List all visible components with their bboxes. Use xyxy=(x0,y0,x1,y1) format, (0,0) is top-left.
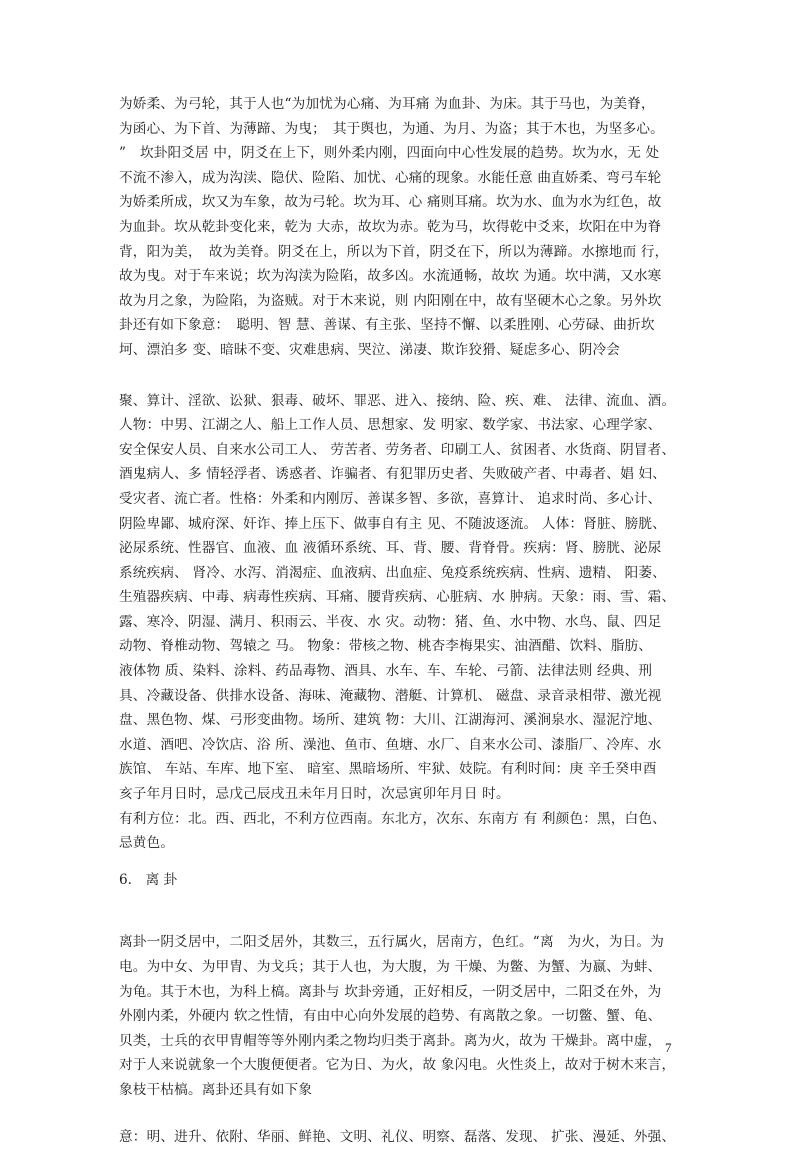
text-line: 电。为中女、为甲胄、为戈兵；其于人也，为大腹，为 干燥、为鳖、为蟹、为嬴、为蚌、 xyxy=(119,959,662,975)
text-line: 为函心、为下首、为薄蹄、为曳； 其于舆也，为通、为月、为盗；其于木也，为坚多心。 xyxy=(119,120,664,137)
page-number: 7 xyxy=(665,1040,672,1055)
text-line: 水道、酒吧、冷饮店、浴 所、澡池、鱼市、鱼塘、水厂、自来水公司、漆脂厂、冷库、水 xyxy=(119,736,662,753)
text-line: 故为曳。对于车来说；坎为沟渎为险陷，故多凶。水流通畅，故坎 为通。坎中满，又水寒 xyxy=(119,268,662,285)
text-line: 为娇柔所成，坎又为车象，故为弓轮。坎为耳、心 痛则耳痛。坎为水、血为水为红色，故 xyxy=(119,194,662,211)
text-line: 意：明、进升、依附、华丽、鲜艳、文明、礼仪、明察、磊落、发现、 扩张、漫延、外强、 xyxy=(119,1128,676,1145)
paragraph-gap xyxy=(119,363,679,389)
paragraph-gap xyxy=(119,918,679,930)
text-line: 故为月之象，为险陷，为盗贼。对于木来说，则 内阳刚在中，故有坚硬木心之象。另外坎 xyxy=(119,292,662,309)
document-body xyxy=(119,92,679,1149)
paragraph-li-description xyxy=(119,930,679,1102)
text-line: 贝类，士兵的衣甲胄帽等等外刚内柔之物均归类于离卦。离为火，故为 干燥卦。离中虚， xyxy=(119,1032,662,1049)
text-line: 外刚内柔，外硬内 软之性情，有由中心向外发展的趋势、有离散之象。一切鳖、蟹、龟、 xyxy=(119,1008,662,1025)
text-line: ” 坎卦阳爻居 中，阴爻在上下，则外柔内刚，四面向中心性发展的趋势。坎为水，无 处 xyxy=(119,145,660,162)
text-line: 离卦一阴爻居中，二阳爻居外，其数三，五行属火，居南方，色红。“离 为火，为日。为 xyxy=(119,934,665,951)
text-line: 阴险卑鄙、城府深、奸诈、捧上压下、做事自有主 见、不随波逐流。 人体：肾脏、膀胱、 xyxy=(119,515,666,532)
paragraph-li-attributes xyxy=(119,1125,679,1149)
paragraph-kan-description xyxy=(119,92,679,363)
text-line: 人物：中男、江湖之人、船上工作人员、思想家、发 明家、数学家、书法家、心理学家、 xyxy=(119,417,662,434)
text-line: 盘、黑色物、煤、弓形变曲物。场所、建筑 物：大川、江湖海河、溪涧泉水、湿泥泞地、 xyxy=(119,712,662,729)
paragraph-gap xyxy=(119,856,679,868)
text-line: 对于人来说就象一个大腹便便者。它为日、为火，故 象闪电。火性炎上，故对于树木来言， xyxy=(119,1057,676,1074)
paragraph-kan-attributes xyxy=(119,389,679,856)
text-line: 聚、算计、淫欲、讼狱、狠毒、破坏、罪恶、进入、接纳、险、疾、难、 法律、流血、酒。 xyxy=(119,392,676,409)
text-line: 为娇柔、为弓轮，其于人也“为加忧为心痛、为耳痛 为血卦、为床。其于马也，为美脊， xyxy=(119,96,655,112)
paragraph-gap xyxy=(119,1103,679,1125)
text-line: 有利方位：北。西、西北，不利方位西南。东北方，次东、东南方 有 利颜色：黑，白色、 xyxy=(119,810,666,827)
text-line: 亥子年月日时，忌戊己辰戌丑未年月日时，次忌寅卯年月日 时。 xyxy=(119,786,510,803)
text-line: 酒鬼病人、多 情轻浮者、诱惑者、诈骗者、有犯罪历史者、失败破产者、中毒者、娼 妇、 xyxy=(119,466,666,483)
text-line: 不流不渗入，成为沟渎、隐伏、险陷、加忧、心痛的现象。水能任意 曲直娇柔、弯弓车轮 xyxy=(119,169,662,186)
section-heading-li-gua: 6. 离 卦 xyxy=(119,871,178,888)
text-line: 安全保安人员、自来水公司工人、 劳苦者、劳务者、印刷工人、贫困者、水货商、阴冒者、 xyxy=(119,441,676,458)
text-line: 为龟。其于木也，为科上槁。离卦与 坎卦旁通，正好相反，一阴爻居中，二阳爻在外，为 xyxy=(119,983,662,1000)
text-line: 为血卦。坎从乾卦变化来，乾为 大赤，故坎为赤。乾为马，坎得乾中爻来，坎阳在中为脊 xyxy=(119,218,662,235)
text-line: 露、寒冷、阴湿、满月、积雨云、半夜、水 灾。动物：猪、鱼、水中物、水鸟、鼠、四足 xyxy=(119,613,662,630)
text-line: 生殖器疾病、中毒、病毒性疾病、耳痛、腰背疾病、心脏病、水 肿病。天象：雨、雪、霜、 xyxy=(119,589,676,606)
text-line: 泌尿系统、性器官、血液、血 液循环系统、耳、背、腰、背脊骨。疾病：肾、膀胱、泌尿 xyxy=(119,540,662,557)
paragraph-gap xyxy=(119,892,679,918)
text-line: 卦还有如下象意： 聪明、智 慧、善谋、有主张、坚持不懈、以柔胜刚、心劳碌、曲折坎 xyxy=(119,317,655,334)
text-line: 忌黄色。 xyxy=(119,835,175,852)
text-line: 象枝干枯槁。离卦还具有如下象 xyxy=(119,1081,313,1098)
text-line: 背，阳为美， 故为美脊。阴爻在上，所以为下首，阴爻在下，所以为薄蹄。水擦地而 行， xyxy=(119,243,669,260)
text-line: 受灾者、流亡者。性格：外柔和内刚厉、善谋多智、多欲，喜算计、 追求时尚、多心计、 xyxy=(119,490,662,507)
text-line: 液体物 质、染料、涂料、药品毒物、酒具、水车、车、车轮、弓箭、法律法则 经典、刑 xyxy=(119,663,653,680)
text-line: 坷、漂泊多 变、暗昧不变、灾难患病、哭泣、涕凄、欺诈狡猾、疑虑多心、阴冷会 xyxy=(119,341,621,358)
text-line: 族馆、 车站、车库、地下室、 暗室、黑暗场所、牢狱、妓院。有利时间：庚 辛壬癸申酉 xyxy=(119,761,657,778)
text-line: 动物、脊椎动物、驾辕之 马。 物象：带核之物、桃杏李梅果实、油酒醋、饮料、脂肪、 xyxy=(119,638,653,655)
text-line: 具、冷藏设备、供排水设备、海味、淹藏物、潜艇、计算机、 磁盘、录音录相带、激光视 xyxy=(119,687,662,704)
text-line: 系统疾病、 肾冷、水泻、消渴症、血液病、出血症、兔疫系统疾病、性病、遗精、 阳萎、 xyxy=(119,564,666,581)
